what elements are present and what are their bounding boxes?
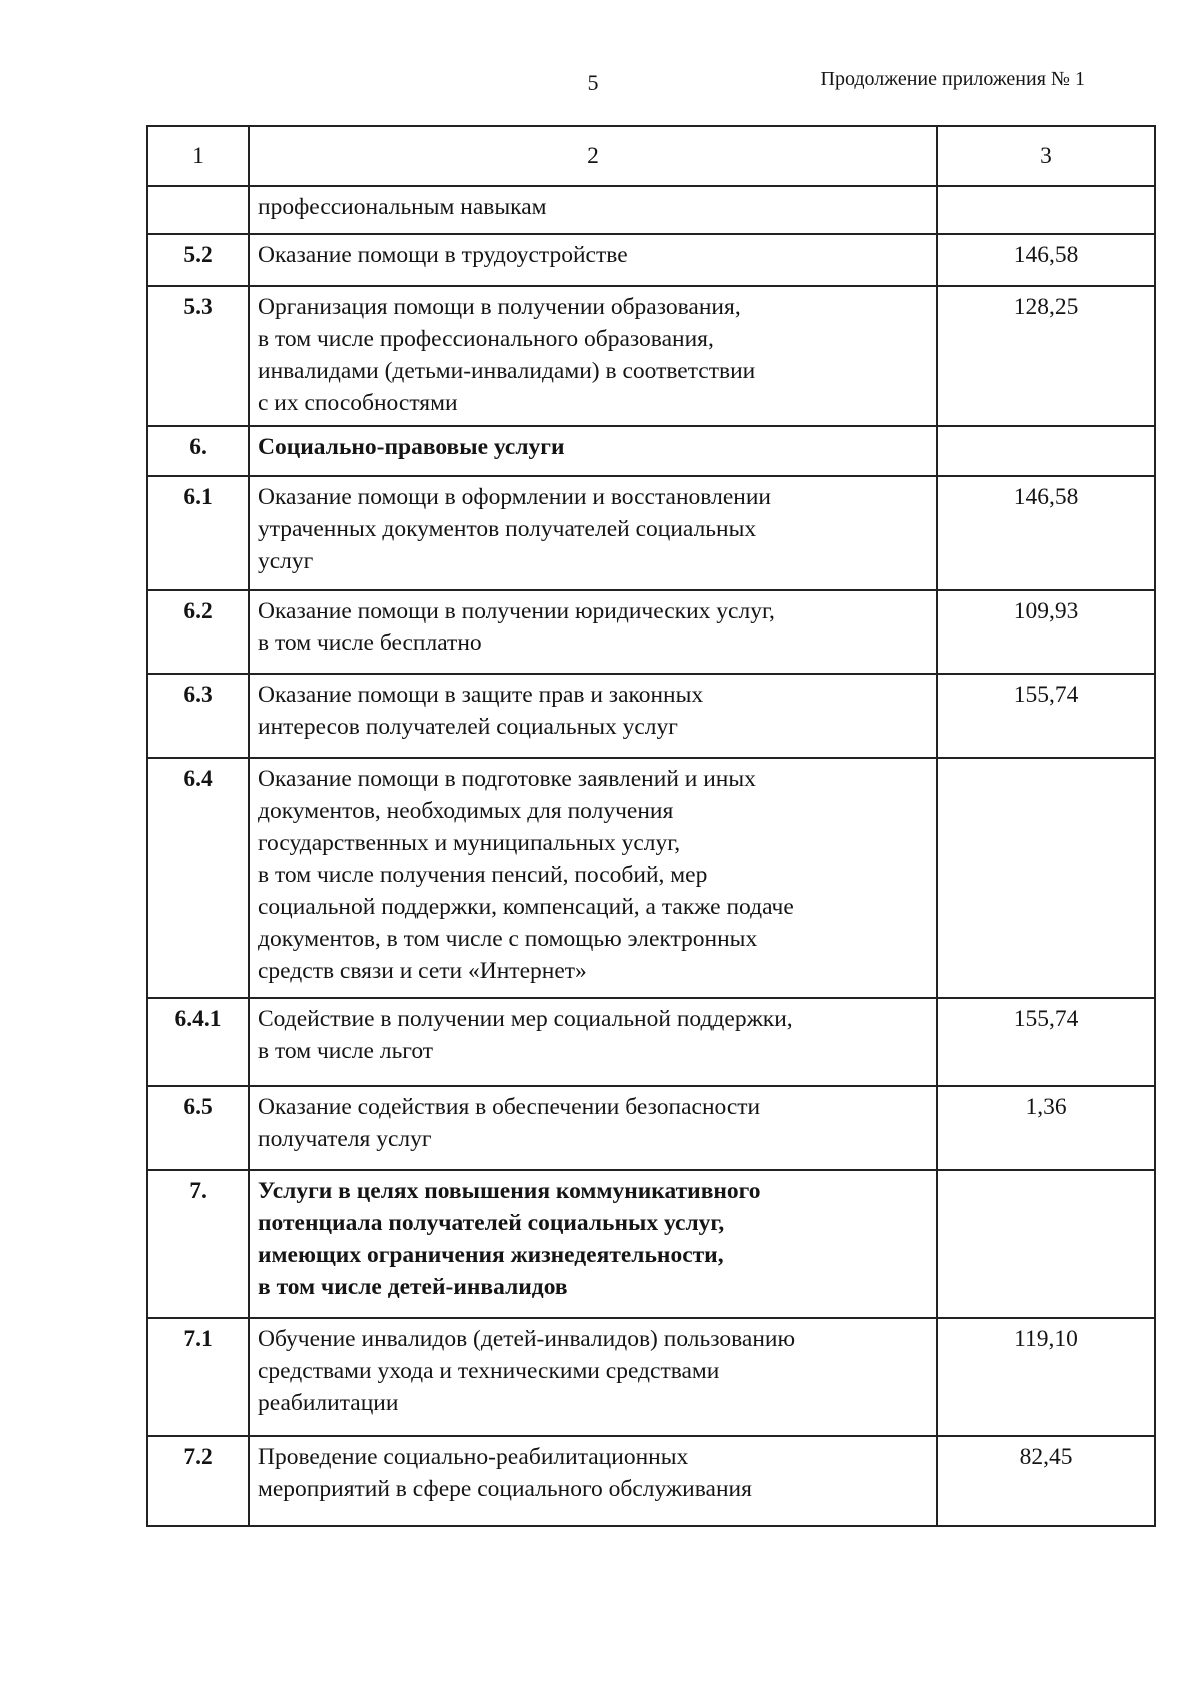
table-row <box>147 674 1155 758</box>
service-name: Оказание помощи в оформлении и восстановлении утраченных документов получателей социальных услуг <box>249 476 937 590</box>
appendix-continuation-label: Продолжение приложения № 1 <box>820 68 1085 90</box>
table-row <box>147 186 1155 234</box>
service-name: Оказание содействия в обеспечении безопасности получателя услуг <box>249 1086 937 1170</box>
table-row <box>147 1318 1155 1436</box>
table-row <box>147 286 1155 426</box>
table-row <box>147 1086 1155 1170</box>
service-cost <box>937 1170 1155 1318</box>
table-row <box>147 426 1155 476</box>
service-name: Обучение инвалидов (детей-инвалидов) пользованию средствами ухода и техническими средствами реабилитации <box>249 1318 937 1436</box>
service-cost: 128,25 <box>937 286 1155 426</box>
row-number: 7. <box>147 1170 249 1318</box>
row-number: 7.1 <box>147 1318 249 1436</box>
section-title: Услуги в целях повышения коммуникативного потенциала получателей социальных услуг, имеющих ограничения жизнедеятельности, в том числе детей-инвалидов <box>249 1170 937 1318</box>
table-row <box>147 998 1155 1086</box>
row-number: 5.3 <box>147 286 249 426</box>
row-number: 6.3 <box>147 674 249 758</box>
column-header-1: 1 <box>147 126 249 186</box>
service-cost: 82,45 <box>937 1436 1155 1526</box>
row-number: 6.4.1 <box>147 998 249 1086</box>
service-cost: 1,36 <box>937 1086 1155 1170</box>
service-name: Оказание помощи в получении юридических услуг, в том числе бесплатно <box>249 590 937 674</box>
service-name: Оказание помощи в защите прав и законных интересов получателей социальных услуг <box>249 674 937 758</box>
service-cost <box>937 758 1155 998</box>
row-number: 6.2 <box>147 590 249 674</box>
service-cost: 146,58 <box>937 234 1155 286</box>
service-cost: 109,93 <box>937 590 1155 674</box>
table-header-row <box>147 126 1155 186</box>
row-number: 5.2 <box>147 234 249 286</box>
column-header-3: 3 <box>937 126 1155 186</box>
section-title: Социально-правовые услуги <box>249 426 937 476</box>
row-number: 6.1 <box>147 476 249 590</box>
service-cost <box>937 426 1155 476</box>
table-row <box>147 1170 1155 1318</box>
row-number: 7.2 <box>147 1436 249 1526</box>
service-cost <box>937 186 1155 234</box>
service-name: Оказание помощи в подготовке заявлений и иных документов, необходимых для получения государственных и муниципальных услуг, в том числе получения пенсий, пособий, мер социальной поддержки, компенсаций, а также подаче документов, в том числе с помощью электронных средств связи и сети «Интернет» <box>249 758 937 998</box>
column-header-2: 2 <box>249 126 937 186</box>
table-row <box>147 758 1155 998</box>
table-row <box>147 476 1155 590</box>
services-table <box>146 125 1156 1527</box>
table-row <box>147 590 1155 674</box>
row-number <box>147 186 249 234</box>
service-name: Организация помощи в получении образования, в том числе профессионального образования, инвалидами (детьми-инвалидами) в соответствии с их способностями <box>249 286 937 426</box>
row-number: 6. <box>147 426 249 476</box>
table-row <box>147 234 1155 286</box>
service-name: Оказание помощи в трудоустройстве <box>249 234 937 286</box>
service-cost: 146,58 <box>937 476 1155 590</box>
table-row <box>147 1436 1155 1526</box>
service-name: профессиональным навыкам <box>249 186 937 234</box>
service-cost: 155,74 <box>937 674 1155 758</box>
service-cost: 119,10 <box>937 1318 1155 1436</box>
row-number: 6.5 <box>147 1086 249 1170</box>
service-name: Проведение социально-реабилитационных мероприятий в сфере социального обслуживания <box>249 1436 937 1526</box>
page-number: 5 <box>587 70 599 95</box>
row-number: 6.4 <box>147 758 249 998</box>
service-cost: 155,74 <box>937 998 1155 1086</box>
service-name: Содействие в получении мер социальной поддержки, в том числе льгот <box>249 998 937 1086</box>
